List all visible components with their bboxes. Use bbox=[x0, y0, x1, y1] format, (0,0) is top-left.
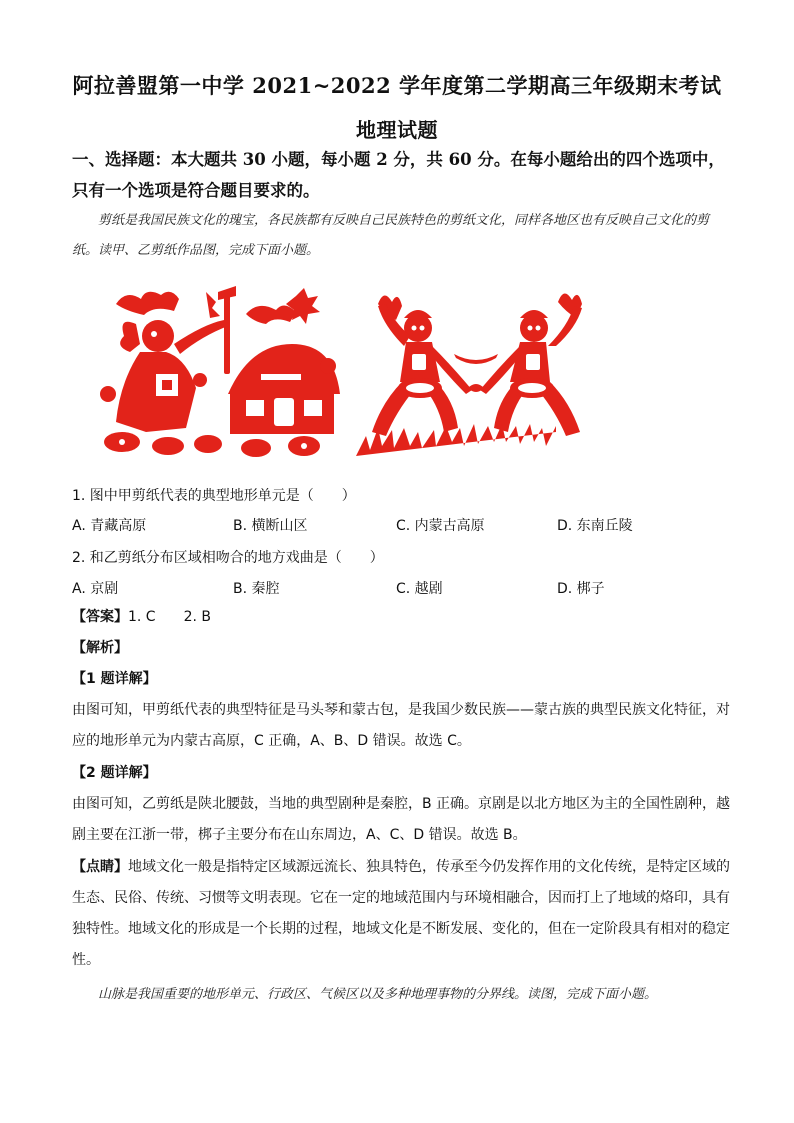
question-1-option-c: C. 内蒙古高原 bbox=[396, 518, 485, 534]
detail-2-label: 【2 题详解】 bbox=[72, 765, 157, 781]
exam-subtitle: 地理试题 bbox=[356, 118, 438, 142]
tip-text: 地域文化一般是指特定区域源远流长、独具特色，传承至今仍发挥作用的文化传统，是特定区域的生态、民俗、传统、习惯等文明表现。它在一定的地域范围内与环境相融合，因而打上了地域的烙印，具有独特性。地域文化的形成是一个长期的过程，地域文化是不断发展、变化的，但在一定阶段具有相对的稳定性。 bbox=[72, 859, 730, 968]
material-intro-2: 山脉是我国重要的地形单元、行政区、气候区以及多种地理事物的分界线。读图，完成下面小题。 bbox=[98, 987, 658, 1002]
question-1-option-b: B. 横断山区 bbox=[233, 518, 308, 534]
question-1-option-d: D. 东南丘陵 bbox=[557, 518, 633, 534]
detail-1-label: 【1 题详解】 bbox=[72, 671, 157, 687]
detail-1-text: 由图可知，甲剪纸代表的典型特征是马头琴和蒙古包，是我国少数民族——蒙古族的典型民族文化特征，对应的地形单元为内蒙古高原，C 正确，A、B、D 错误。故选 C。 bbox=[72, 702, 730, 749]
tip-paragraph bbox=[72, 852, 732, 976]
answer-text: 1. C 2. B bbox=[128, 609, 211, 625]
material-intro: 剪纸是我国民族文化的瑰宝，各民族都有反映自己民族特色的剪纸文化，同样各地区也有反映自己文化的剪纸。读甲、乙剪纸作品图，完成下面小题。 bbox=[72, 213, 710, 258]
answer-label: 【答案】 bbox=[72, 609, 128, 625]
detail-2-text: 由图可知，乙剪纸是陕北腰鼓，当地的典型剧种是秦腔，B 正确。京剧是以北方地区为主的全国性剧种，越剧主要在江浙一带，梆子主要分布在山东周边，A、C、D 错误。故选 B。 bbox=[72, 796, 731, 843]
question-2-option-d: D. 梆子 bbox=[557, 581, 605, 597]
answer-line bbox=[72, 602, 732, 633]
section-heading: 一、选择题：本大题共 30 小题，每小题 2 分，共 60 分。在每小题给出的四个选项中，只有一个选项是符合题目要求的。 bbox=[72, 150, 725, 200]
tip-label: 【点睛】 bbox=[72, 859, 128, 875]
papercut-figure-b bbox=[356, 284, 596, 462]
question-2-option-c: C. 越剧 bbox=[396, 581, 443, 597]
question-1-stem: 1. 图中甲剪纸代表的典型地形单元是（ ） bbox=[72, 488, 356, 504]
question-2-option-a: A. 京剧 bbox=[72, 581, 119, 597]
papercut-figure-a bbox=[96, 284, 341, 462]
question-1-option-a: A. 青藏高原 bbox=[72, 518, 147, 534]
analysis-label: 【解析】 bbox=[72, 640, 128, 656]
question-2-stem: 2. 和乙剪纸分布区域相吻合的地方戏曲是（ ） bbox=[72, 550, 384, 566]
exam-title: 阿拉善盟第一中学 2021~2022 学年度第二学期高三年级期末考试 bbox=[72, 73, 722, 98]
question-2-option-b: B. 秦腔 bbox=[233, 581, 280, 597]
